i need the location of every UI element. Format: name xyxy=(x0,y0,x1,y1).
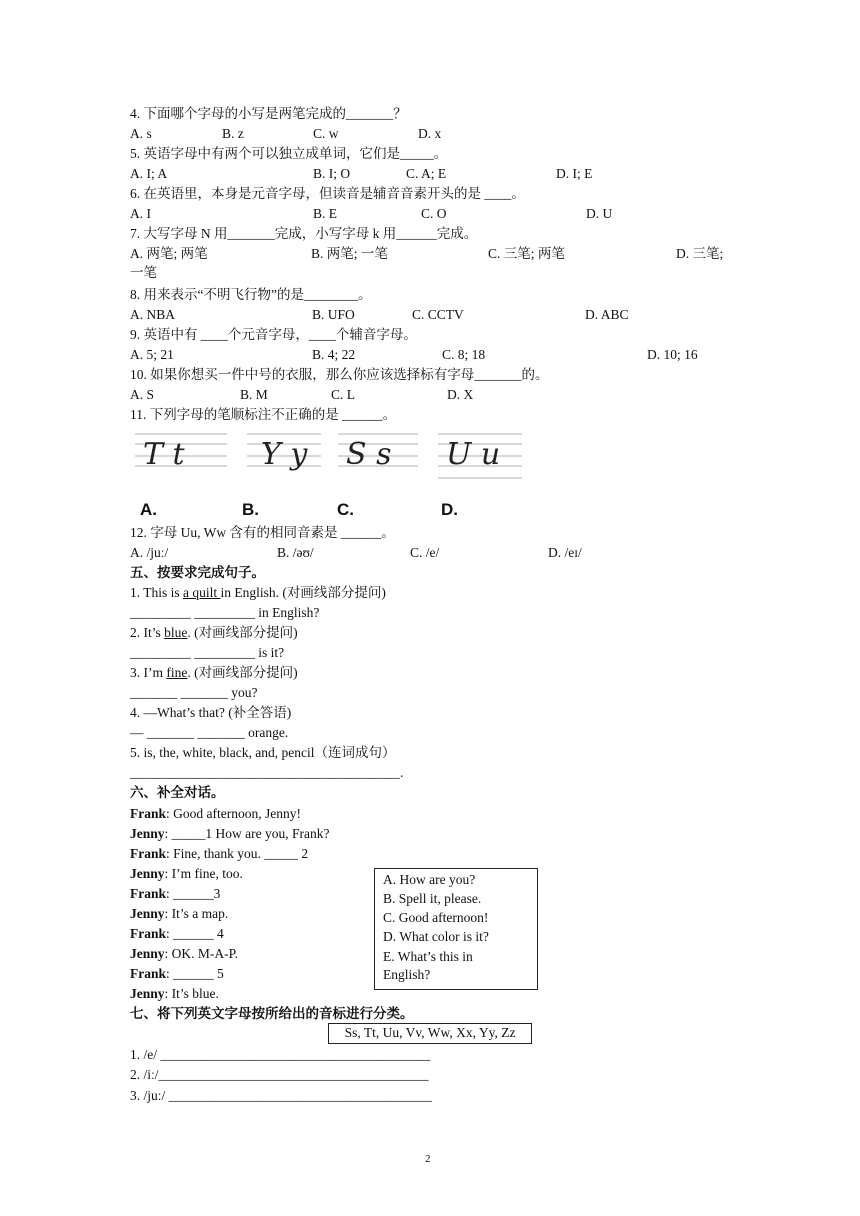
dialogue-option-a: A. How are you? xyxy=(383,872,476,887)
q4-stem: 4. 下面哪个字母的小写是两笔完成的_______？ xyxy=(130,106,407,121)
q7-option-d: D. 三笔; xyxy=(676,246,724,261)
q6-option-c: C. O xyxy=(421,206,447,221)
q4-option-d: D. x xyxy=(418,126,442,141)
sec5-answer-3: _______ _______ you? xyxy=(130,685,258,700)
dialogue-line-10: Jenny: It’s blue. xyxy=(130,986,219,1001)
q4-option-c: C. w xyxy=(313,126,339,141)
dialogue-option-e-continued: English? xyxy=(383,967,431,982)
q7-option-a: A. 两笔; 两笔 xyxy=(130,246,208,261)
q7-option-c: C. 三笔; 两笔 xyxy=(488,246,565,261)
letters-box xyxy=(328,1023,532,1044)
handwriting-option-d xyxy=(438,428,522,488)
dialogue-line-6: Jenny: It’s a map. xyxy=(130,906,229,921)
sec5-sentence-4: 4. —What’s that? (补全答语) xyxy=(130,705,292,720)
sec7-item-1: 1. /e/ ________________________________________ xyxy=(130,1047,431,1062)
q5-option-b: B. I; O xyxy=(313,166,351,181)
q6-stem: 6. 在英语里，本身是元音字母，但读音是辅音音素开头的是 ____。 xyxy=(130,186,525,201)
q8-stem: 8. 用来表示“不明飞行物”的是________。 xyxy=(130,287,372,302)
letters-box-text: Ss, Tt, Uu, Vv, Ww, Xx, Yy, Zz xyxy=(344,1025,516,1040)
sec5-sentence-1: 1. This is a quilt in English. (对画线部分提问) xyxy=(130,585,386,600)
dialogue-option-c: C. Good afternoon! xyxy=(383,910,489,925)
handwriting-letter-b: Y y xyxy=(261,437,308,472)
q9-stem: 9. 英语中有 ____个元音字母，____个辅音字母。 xyxy=(130,327,417,342)
sec7-item-2: 2. /iː/________________________________________ xyxy=(130,1067,429,1082)
q10-option-d: D. X xyxy=(447,387,474,402)
q8-option-a: A. NBA xyxy=(130,307,176,322)
q10-option-a: A. S xyxy=(130,387,155,402)
q9-option-c: C. 8; 18 xyxy=(442,347,486,362)
q5-option-a: A. I; A xyxy=(130,166,168,181)
dialogue-line-2: Jenny: _____1 How are you, Frank? xyxy=(130,826,330,841)
sec5-answer-2: _________ _________ is it? xyxy=(130,645,285,660)
sec7-item-3: 3. /juː/ _______________________________________ xyxy=(130,1088,432,1103)
section-5-title: 五、按要求完成句子。 xyxy=(130,565,265,580)
q6-option-b: B. E xyxy=(313,206,338,221)
q6-option-a: A. I xyxy=(130,206,151,221)
q7-stem: 7. 大写字母 N 用_______完成，小写字母 k 用______完成。 xyxy=(130,226,478,241)
section-6-title: 六、补全对话。 xyxy=(130,785,225,800)
q9-option-a: A. 5; 21 xyxy=(130,347,174,362)
handwriting-option-a xyxy=(135,428,227,488)
q11-stem: 11. 下列字母的笔顺标注不正确的是 ______。 xyxy=(130,407,397,422)
dialogue-option-d: D. What color is it? xyxy=(383,929,489,944)
dialogue-line-7: Frank: ______ 4 xyxy=(130,926,224,941)
q8-option-b: B. UFO xyxy=(312,307,355,322)
q7-option-d-continued: 一笔 xyxy=(130,265,157,280)
q12-option-b: B. /əʊ/ xyxy=(277,545,314,560)
handwriting-option-b xyxy=(247,428,321,488)
dialogue-line-3: Frank: Fine, thank you. _____ 2 xyxy=(130,846,309,861)
section-7-title: 七、将下列英文字母按所给出的音标进行分类。 xyxy=(130,1006,414,1021)
q10-stem: 10. 如果你想买一件中号的衣服，那么你应该选择标有字母_______的。 xyxy=(130,367,549,382)
q10-option-c: C. L xyxy=(331,387,356,402)
q11-label-c: C. xyxy=(337,500,354,519)
q10-option-b: B. M xyxy=(240,387,268,402)
handwriting-letter-a: T t xyxy=(143,437,185,472)
dialogue-line-4: Jenny: I’m fine, too. xyxy=(130,866,243,881)
q4-option-b: B. z xyxy=(222,126,244,141)
q5-stem: 5. 英语字母中有两个可以独立成单词，它们是_____。 xyxy=(130,146,448,161)
sec5-sentence-3: 3. I’m fine. (对画线部分提问) xyxy=(130,665,298,680)
handwriting-letter-c: S s xyxy=(346,437,392,472)
sec5-answer-1: _________ _________ in English? xyxy=(130,605,320,620)
dialogue-line-1: Frank: Good afternoon, Jenny! xyxy=(130,806,301,821)
sec5-answer-4: — _______ _______ orange. xyxy=(130,725,289,740)
handwriting-option-c xyxy=(338,428,418,488)
q9-option-d: D. 10; 16 xyxy=(647,347,698,362)
dialogue-option-b: B. Spell it, please. xyxy=(383,891,482,906)
dialogue-option-e: E. What’s this in xyxy=(383,949,473,964)
dialogue-options-box xyxy=(374,868,538,990)
q11-label-b: B. xyxy=(242,500,259,519)
sec5-answer-5: ________________________________________. xyxy=(130,765,404,780)
sec5-sentence-2: 2. It’s blue. (对画线部分提问) xyxy=(130,625,298,640)
q12-option-c: C. /e/ xyxy=(410,545,440,560)
q8-option-c: C. CCTV xyxy=(412,307,464,322)
dialogue-line-5: Frank: ______3 xyxy=(130,886,221,901)
q12-option-a: A. /juː/ xyxy=(130,545,169,560)
q11-label-d: D. xyxy=(441,500,458,519)
q12-stem: 12. 字母 Uu, Ww 含有的相同音素是 ______。 xyxy=(130,525,395,540)
q9-option-b: B. 4; 22 xyxy=(312,347,356,362)
handwriting-letter-d: U u xyxy=(446,437,501,472)
q6-option-d: D. U xyxy=(586,206,613,221)
sec5-sentence-5: 5. is, the, white, black, and, pencil（连词成句） xyxy=(130,745,396,760)
q11-label-a: A. xyxy=(140,500,157,519)
page-number: 2 xyxy=(425,1153,431,1165)
q8-option-d: D. ABC xyxy=(585,307,629,322)
dialogue-line-8: Jenny: OK. M-A-P. xyxy=(130,946,239,961)
dialogue-line-9: Frank: ______ 5 xyxy=(130,966,224,981)
q5-option-d: D. I; E xyxy=(556,166,593,181)
q4-option-a: A. s xyxy=(130,126,152,141)
q7-option-b: B. 两笔; 一笔 xyxy=(311,246,388,261)
q5-option-c: C. A; E xyxy=(406,166,447,181)
q12-option-d: D. /eɪ/ xyxy=(548,545,582,560)
